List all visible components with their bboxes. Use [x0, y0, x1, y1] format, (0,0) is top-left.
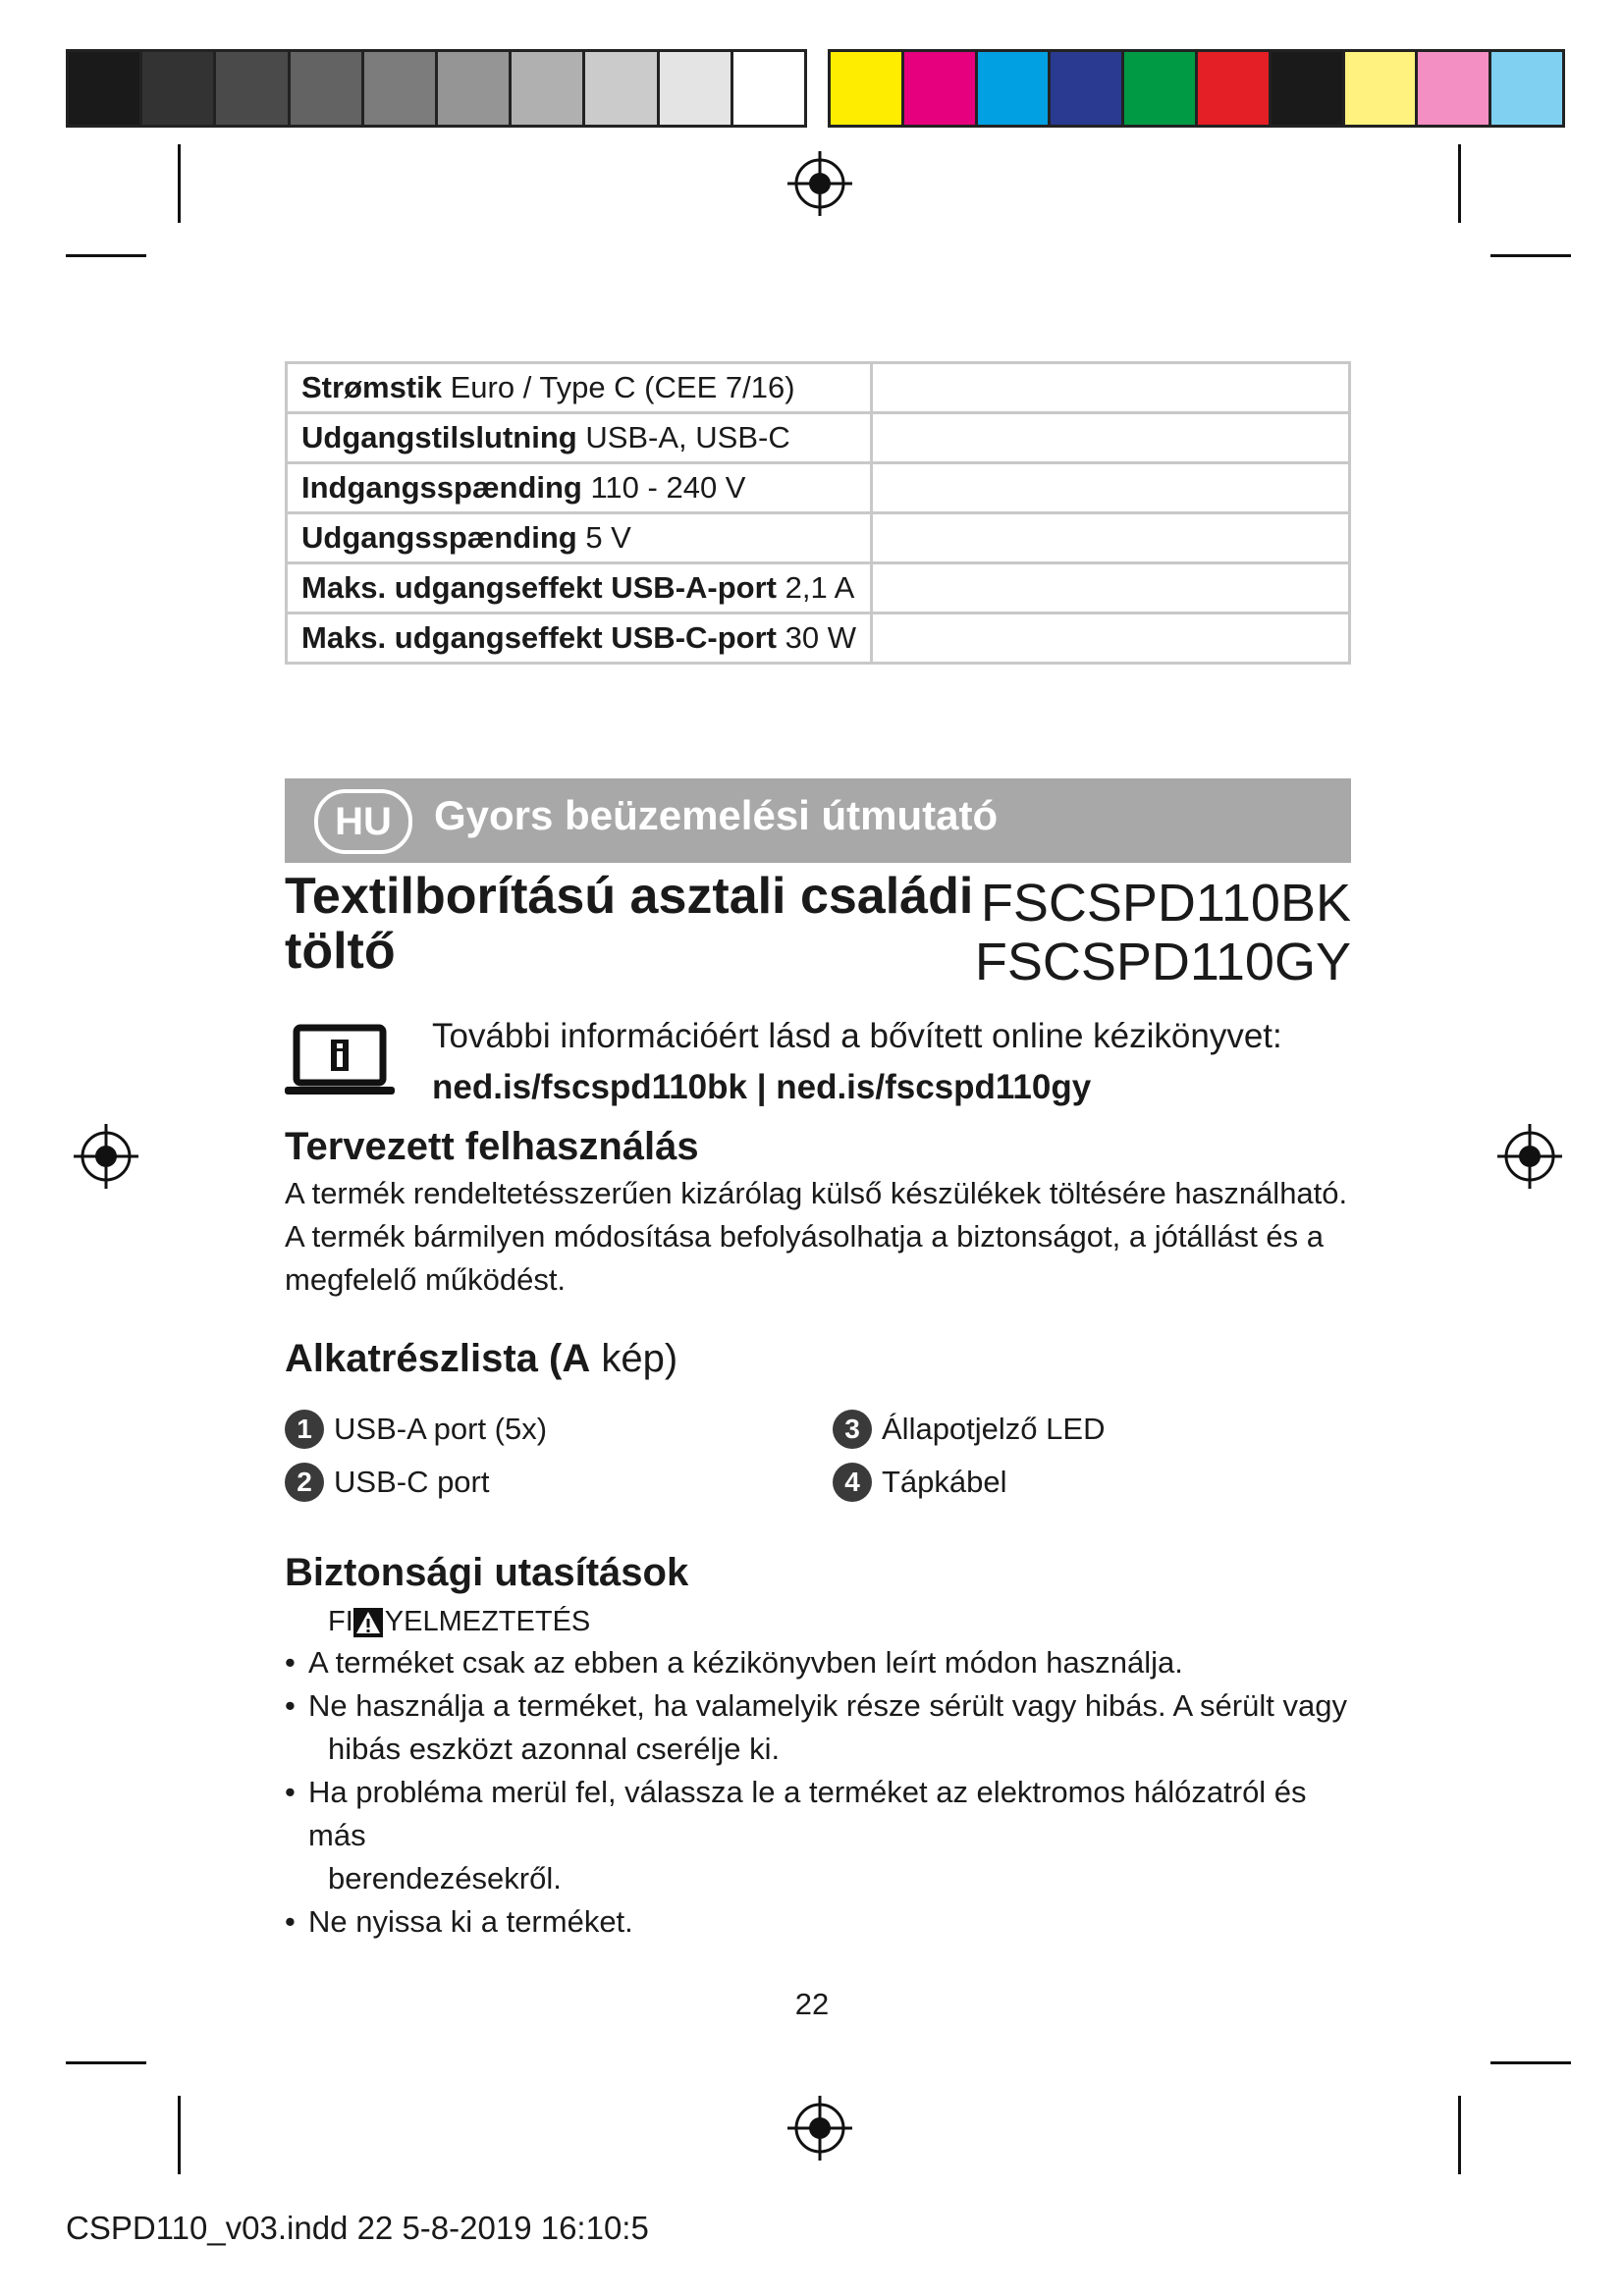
empty-cell [871, 513, 1349, 563]
spec-cell: Indgangsspænding 110 - 240 V [287, 463, 872, 513]
table-row [287, 614, 1350, 664]
print-slug: CSPD110_v03.indd 22 5-8-2019 16:10:5 [66, 2210, 649, 2246]
empty-cell [871, 413, 1349, 463]
grayscale-color-bar [66, 49, 807, 128]
color-swatch [1051, 52, 1124, 125]
language-badge: HU [314, 789, 412, 854]
warning-label: FI YELMEZTETÉS [328, 1606, 591, 1637]
spec-cell: Maks. udgangseffekt USB-C-port 30 W [287, 614, 872, 664]
color-swatch [1272, 52, 1345, 125]
list-item: • A terméket csak az ebben a kézikönyvben leírt módon használja. [285, 1641, 1365, 1684]
table-row [287, 413, 1350, 463]
gray-swatch [142, 52, 216, 125]
intended-use-text: A termék rendeltetésszerűen kizárólag külső készülékek töltésére használható. A termék bármilyen módosítása befolyásolhatja a biztonságot, a jótállást és a megfelelő működést. [285, 1176, 1348, 1297]
safety-heading: Biztonsági utasítások [285, 1551, 689, 1594]
table-row [287, 513, 1350, 563]
product-title: Textilborítású asztali családi töltő [285, 868, 974, 980]
spec-cell: Udgangstilslutning USB-A, USB-C [287, 413, 872, 463]
spec-cell: Maks. udgangseffekt USB-A-port 2,1 A [287, 563, 872, 614]
section-header-bar [285, 778, 1351, 863]
process-color-bar [828, 49, 1565, 128]
info-text: További információért lásd a bővített online kézikönyvet: [432, 1017, 1282, 1055]
color-swatch [1418, 52, 1491, 125]
crop-mark [1458, 144, 1461, 223]
color-swatch [1198, 52, 1272, 125]
list-item: • Ne nyissa ki a terméket. [285, 1900, 1365, 1944]
gray-swatch [585, 52, 659, 125]
registration-mark-icon [785, 149, 854, 218]
color-swatch [904, 52, 978, 125]
list-item: • Ne használja a terméket, ha valamelyik része sérült vagy hibás. A sérült vagy hibás eszközt azonnal cserélje ki. [285, 1684, 1365, 1771]
intended-use-heading: Tervezett felhasználás [285, 1125, 699, 1168]
registration-mark-icon [785, 2094, 854, 2163]
gray-swatch [660, 52, 733, 125]
gray-swatch [512, 52, 585, 125]
spec-table [285, 361, 1351, 665]
gray-swatch [216, 52, 290, 125]
crop-mark [1490, 254, 1571, 257]
product-codes [975, 874, 1351, 991]
gray-swatch [364, 52, 438, 125]
safety-list [285, 1641, 1365, 1944]
registration-mark-icon [72, 1122, 140, 1191]
crop-mark [178, 2096, 181, 2174]
crop-mark [66, 254, 146, 257]
color-swatch [1345, 52, 1419, 125]
list-item: • Ha probléma merül fel, válassza le a terméket az elektromos hálózatról és más berendezésekről. [285, 1771, 1365, 1900]
crop-mark [1458, 2096, 1461, 2174]
gray-swatch [291, 52, 364, 125]
color-swatch [831, 52, 904, 125]
gray-swatch [438, 52, 512, 125]
list-item: 2 USB-C port [285, 1463, 489, 1502]
gray-swatch [69, 52, 142, 125]
table-row [287, 563, 1350, 614]
crop-mark [1490, 2061, 1571, 2064]
section-title: Gyors beüzemelési útmutató [434, 792, 999, 838]
page-number: 22 [794, 1987, 830, 2021]
color-swatch [1124, 52, 1198, 125]
empty-cell [871, 563, 1349, 614]
parts-heading: Alkatrészlista (A kép) [285, 1337, 678, 1380]
crop-mark [66, 2061, 146, 2064]
list-item: 3 Állapotjelző LED [833, 1410, 1105, 1449]
empty-cell [871, 363, 1349, 413]
table-row [287, 363, 1350, 413]
empty-cell [871, 463, 1349, 513]
table-row [287, 463, 1350, 513]
manual-links[interactable]: ned.is/fscspd110bk | ned.is/fscspd110gy [432, 1068, 1092, 1106]
product-code: FSCSPD110BK [980, 874, 1351, 933]
registration-mark-icon [1495, 1122, 1564, 1191]
warning-icon [353, 1608, 383, 1637]
list-item: 4 Tápkábel [833, 1463, 1007, 1502]
color-swatch [978, 52, 1052, 125]
spec-cell: Strømstik Euro / Type C (CEE 7/16) [287, 363, 872, 413]
list-item: 1 USB-A port (5x) [285, 1410, 547, 1449]
empty-cell [871, 614, 1349, 664]
crop-mark [178, 144, 181, 223]
laptop-info-icon [285, 1024, 395, 1097]
spec-cell: Udgangsspænding 5 V [287, 513, 872, 563]
gray-swatch [733, 52, 804, 125]
product-code: FSCSPD110GY [974, 933, 1351, 991]
color-swatch [1491, 52, 1562, 125]
